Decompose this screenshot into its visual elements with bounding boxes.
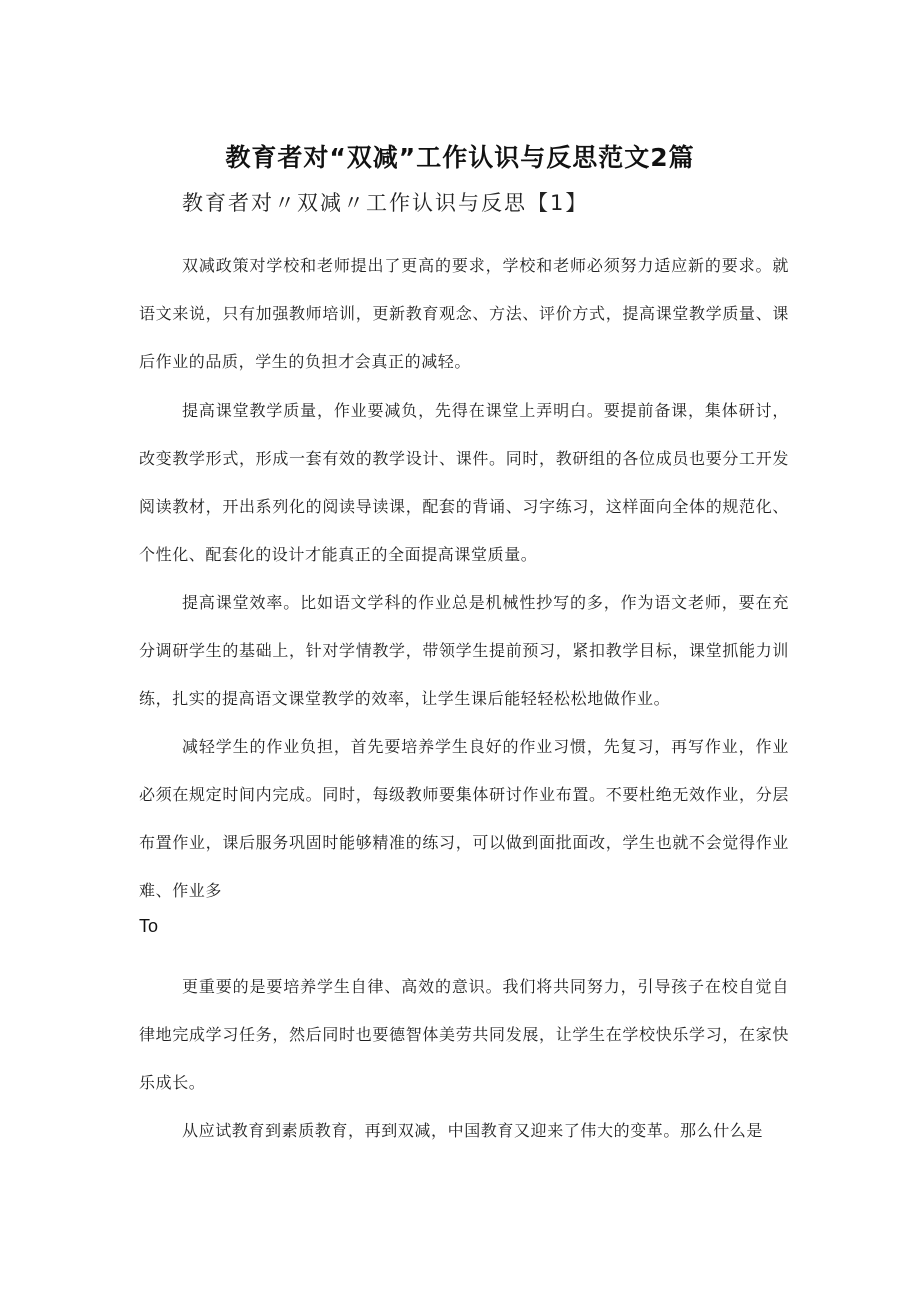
paragraph-3: 提高课堂效率。比如语文学科的作业总是机械性抄写的多，作为语文老师，要在充分调研学生的基础上，针对学情教学，带领学生提前预习，紧扣教学目标，课堂抓能力训练，扎实的提高语文课堂教学的效率，让学生课后能轻轻松松地做作业。	[139, 593, 789, 708]
section-heading: 教育者对〃双减〃工作认识与反思【1】	[182, 191, 589, 215]
paragraph-1: 双减政策对学校和老师提出了更高的要求，学校和老师必须努力适应新的要求。就语文来说，只有加强教师培训，更新教育观念、方法、评价方式，提高课堂教学质量、课后作业的品质，学生的负担才会真正的减轻。	[139, 256, 789, 371]
stray-text-line: To	[139, 916, 159, 936]
document-title: 教育者对“双减”工作认识与反思范文2篇	[225, 143, 695, 172]
paragraph-5: 更重要的是要培养学生自律、高效的意识。我们将共同努力，引导孩子在校自觉自律地完成学习任务，然后同时也要德智体美劳共同发展，让学生在学校快乐学习，在家快乐成长。	[139, 977, 789, 1092]
paragraph-4: 减轻学生的作业负担，首先要培养学生良好的作业习惯，先复习，再写作业，作业必须在规定时间内完成。同时，每级教师要集体研讨作业布置。不要杜绝无效作业，分层布置作业，课后服务巩固时能够精准的练习，可以做到面批面改，学生也就不会觉得作业难、作业多	[139, 737, 789, 900]
paragraph-2: 提高课堂教学质量，作业要减负，先得在课堂上弄明白。要提前备课，集体研讨，改变教学形式，形成一套有效的教学设计、课件。同时，教研组的各位成员也要分工开发阅读教材，开出系列化的阅读导读课，配套的背诵、习字练习，这样面向全体的规范化、个性化、配套化的设计才能真正的全面提高课堂质量。	[139, 401, 789, 564]
paragraph-6: 从应试教育到素质教育，再到双减，中国教育又迎来了伟大的变革。那么什么是	[182, 1121, 764, 1140]
